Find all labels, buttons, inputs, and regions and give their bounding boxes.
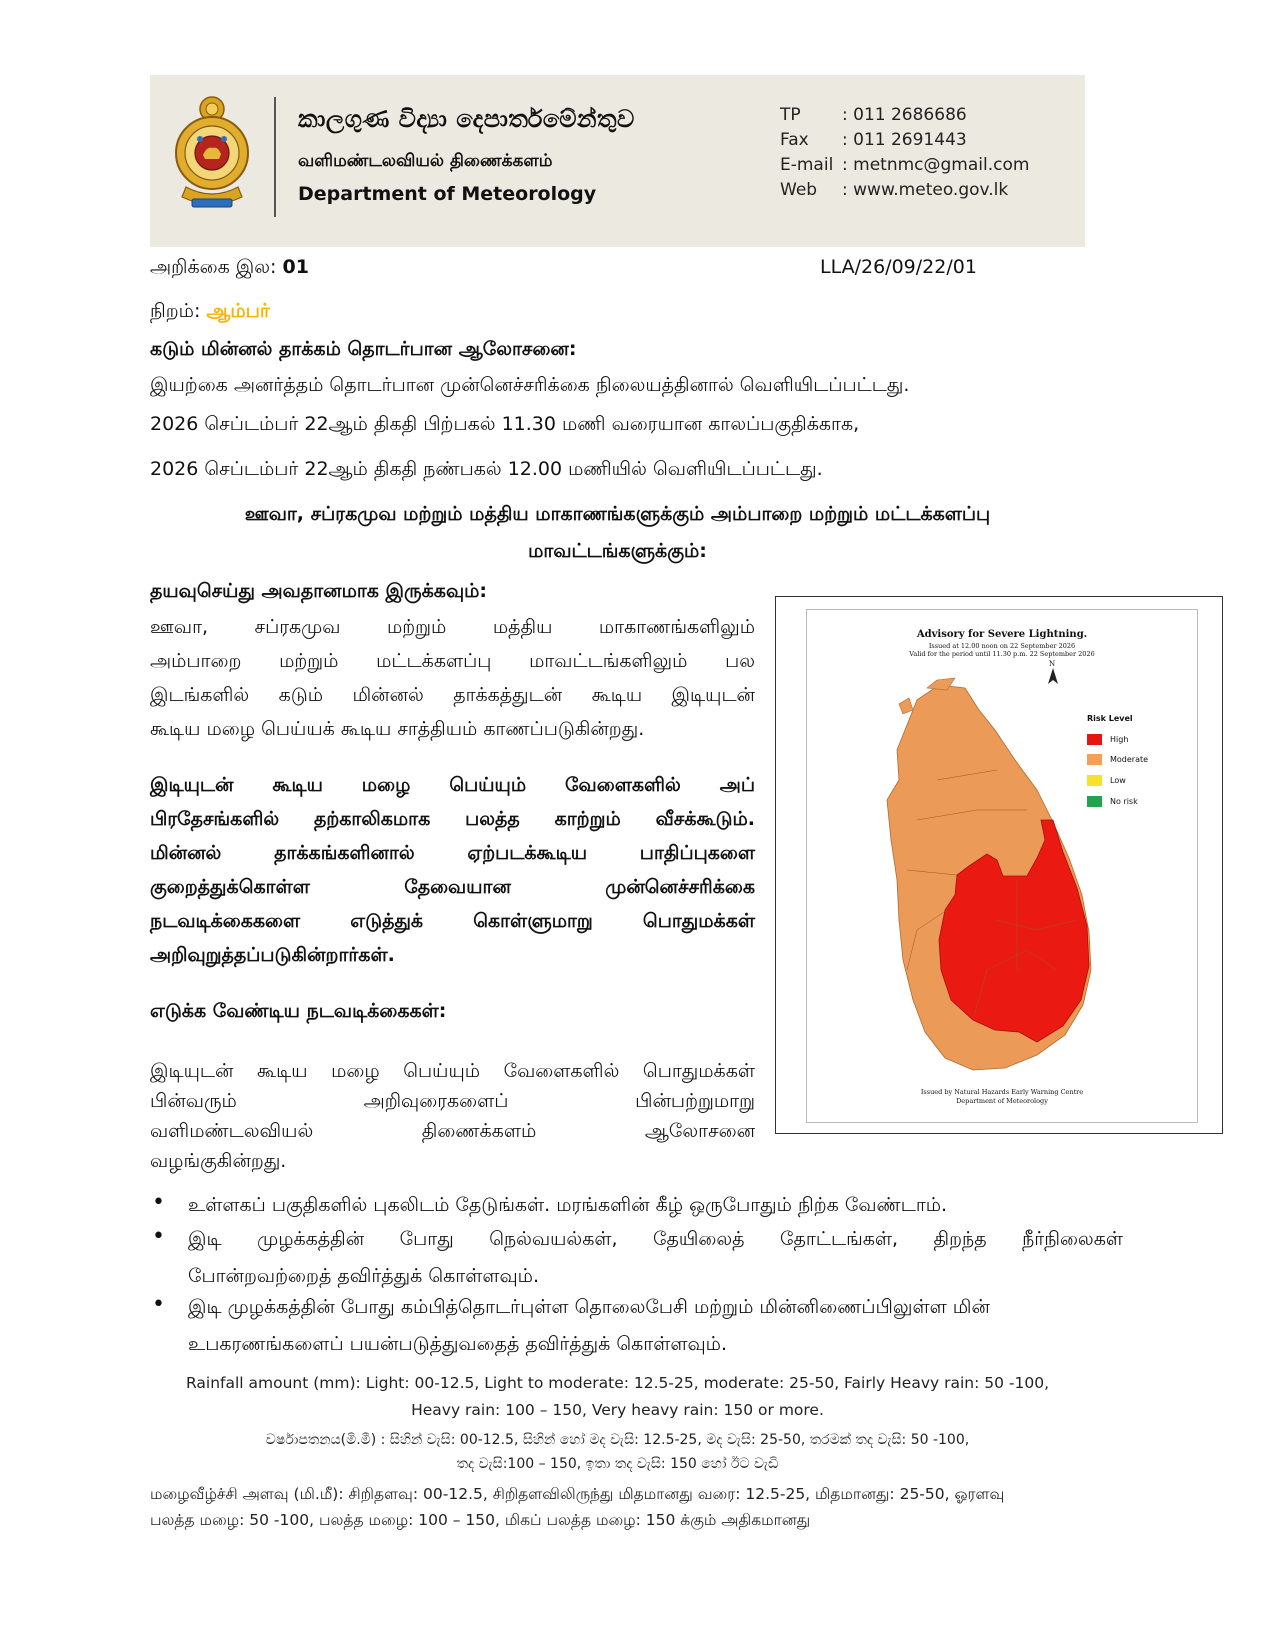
contact-phone xyxy=(780,105,1080,125)
para1-line: இடங்களில் கடும் மின்னல் தாக்கத்துடன் கூடிய இடியுடன் xyxy=(150,684,755,706)
contact-label: TP xyxy=(780,105,801,125)
legend-swatch xyxy=(1087,796,1102,807)
bullet-item xyxy=(188,1296,1123,1358)
map-title: Advisory for Severe Lightning. xyxy=(916,629,1088,640)
actions-heading: எடுக்க வேண்டிய நடவடிக்கைகள்: xyxy=(150,1000,447,1022)
moderate-risk-region xyxy=(899,698,913,714)
issued-by-line: இயற்கை அனர்த்தம் தொடர்பான முன்னெச்சரிக்கை நிலையத்தினால் வெளியிடப்பட்டது. xyxy=(150,374,910,396)
para1-line: அம்பாறை மற்றும் மட்டக்களப்பு மாவட்டங்களிலும் பல xyxy=(150,650,755,672)
north-label: N xyxy=(1049,660,1056,668)
map-subtitle: Valid for the period until 11.30 p.m. 22 September 2026 xyxy=(909,650,1095,658)
contact-fax xyxy=(780,130,1080,150)
rainfall-legend-sinhala: වර්ෂාපතනය(මි.මී) : සිහින් වැසි: 00-12.5, සිහින් හෝ මද වැසි: 12.5-25, මද වැසි: 25-50, තරමක් තද වැසි: 50 -100, xyxy=(265,1432,970,1448)
regions-line-1: ஊவா, சப்ரகமுவ மற்றும் மத்திய மாகாணங்களுக்கும் அம்பாறை மற்றும் மட்டக்களப்பு xyxy=(244,503,991,525)
bullet-icon: • xyxy=(152,1224,165,1249)
map-subtitle: Issued at 12.00 noon on 22 September 2026 xyxy=(928,642,1076,650)
sri-lanka-emblem-icon xyxy=(172,95,252,213)
alert-color-label: நிறம்: xyxy=(150,300,201,322)
para2-line: நடவடிக்கைகளை எடுத்துக் கொள்ளுமாறு பொதுமக்கள் xyxy=(150,910,755,932)
notice-number-label: அறிக்கை இல: xyxy=(150,256,277,278)
bullet-line: இடி முழக்கத்தின் போது கம்பித்தொடர்புள்ள தொலைபேசி மற்றும் மின்னிணைப்பிலுள்ள மின் xyxy=(188,1296,990,1318)
bullet-line: போன்றவற்றைத் தவிர்த்துக் கொள்ளவும். xyxy=(188,1265,539,1287)
legend-label: High xyxy=(1110,735,1129,744)
alert-color-value: ஆம்பர் xyxy=(206,300,270,322)
para1-line: ஊவா, சப்ரகமுவ மற்றும் மத்திய மாகாணங்களிலும் xyxy=(150,616,755,638)
contact-value: : 011 2691443 xyxy=(842,130,967,150)
para3-line: பின்வரும் அறிவுரைகளைப் பின்பற்றுமாறு xyxy=(150,1090,755,1112)
legend-item-no-risk xyxy=(1087,796,1138,807)
rainfall-legend-sinhala: තද වැසි:100 – 150, ඉතා තද වැසි: 150 හෝ ඊට වැඩි xyxy=(456,1456,779,1472)
contact-label: Fax xyxy=(780,130,809,150)
contact-value[interactable]: : metnmc@gmail.com xyxy=(842,155,1030,175)
legend-label: No risk xyxy=(1110,797,1138,806)
para3-line: வழங்குகின்றது. xyxy=(150,1150,287,1172)
advisory-map xyxy=(775,596,1223,1134)
para3-line: வளிமண்டலவியல் திணைக்களம் ஆலோசனை xyxy=(150,1120,755,1142)
advisory-heading: கடும் மின்னல் தாக்கம் தொடர்பான ஆலோசனை: xyxy=(150,338,577,360)
contact-value[interactable]: : www.meteo.gov.lk xyxy=(842,180,1009,200)
legend-label: Moderate xyxy=(1110,755,1149,764)
legend-label: Low xyxy=(1110,776,1126,785)
bullet-icon: • xyxy=(152,1190,165,1215)
para2-line: இடியுடன் கூடிய மழை பெய்யும் வேளைகளில் அப் xyxy=(150,774,755,796)
legend-item-low xyxy=(1087,775,1126,786)
para2-line: அறிவுறுத்தப்படுகின்றார்கள். xyxy=(150,944,395,966)
contact-label: E-mail xyxy=(780,155,834,175)
department-name-english: Department of Meteorology xyxy=(298,183,597,205)
alert-color xyxy=(150,300,270,325)
bullet-item xyxy=(188,1228,1123,1290)
issued-at-line: 2026 செப்டம்பர் 22ஆம் திகதி நண்பகல் 12.00 மணியில் வெளியிடப்பட்டது. xyxy=(150,458,823,480)
contact-email xyxy=(780,155,1080,175)
map-frame xyxy=(806,609,1198,1123)
map-footer: Department of Meteorology xyxy=(956,1097,1048,1105)
legend-item-high xyxy=(1087,734,1128,745)
notice-number xyxy=(150,256,309,281)
rainfall-legend-english: Rainfall amount (mm): Light: 00-12.5, Light to moderate: 12.5-25, moderate: 25-50, Fairly Heavy rain: 50 -100, xyxy=(185,1374,1050,1392)
para3-line: இடியுடன் கூடிய மழை பெய்யும் வேளைகளில் பொதுமக்கள் xyxy=(150,1060,755,1082)
valid-until-line: 2026 செப்டம்பர் 22ஆம் திகதி பிற்பகல் 11.30 மணி வரையான காலப்பகுதிக்காக, xyxy=(150,413,860,435)
map-footer: Issued by Natural Hazards Early Warning Centre xyxy=(920,1088,1084,1096)
contact-label: Web xyxy=(780,180,818,200)
legend-swatch xyxy=(1087,775,1102,786)
para1-line: கூடிய மழை பெய்யக் கூடிய சாத்தியம் காணப்படுகின்றது. xyxy=(150,718,645,740)
rainfall-legend-english: Heavy rain: 100 – 150, Very heavy rain: 150 or more. xyxy=(411,1401,824,1419)
bullet-line: இடி முழக்கத்தின் போது நெல்வயல்கள், தேயிலைத் தோட்டங்கள், திறந்த நீர்நிலைகள் xyxy=(188,1228,1123,1250)
notice-number-value: 01 xyxy=(282,256,309,278)
rainfall-legend-tamil: மழைவீழ்ச்சி அளவு (மி.மீ): சிறிதளவு: 00-12.5, சிறிதளவிலிருந்து மிதமானது வரை: 12.5-25, மிதமானது: 25-50, ஓரளவு xyxy=(150,1485,1005,1503)
legend-swatch xyxy=(1087,734,1102,745)
contact-web xyxy=(780,180,1080,200)
regions-line-2: மாவட்டங்களுக்கும்: xyxy=(528,540,707,562)
legend-swatch xyxy=(1087,754,1102,765)
header-divider xyxy=(274,97,276,217)
para2-line: பிரதேசங்களில் தற்காலிகமாக பலத்த காற்றும் வீசக்கூடும். xyxy=(150,808,755,830)
legend-title: Risk Level xyxy=(1087,714,1133,723)
bullet-line: உள்ளகப் பகுதிகளில் புகலிடம் தேடுங்கள். மரங்களின் கீழ் ஒருபோதும் நிற்க வேண்டாம். xyxy=(188,1194,948,1216)
legend-item-moderate xyxy=(1087,754,1148,765)
reference-number: LLA/26/09/22/01 xyxy=(820,256,977,278)
department-name-tamil: வளிமண்டலவியல் திணைக்களம் xyxy=(298,151,553,171)
bullet-icon: • xyxy=(152,1292,165,1317)
para2-line: குறைத்துக்கொள்ள தேவையான முன்னெச்சரிக்கை xyxy=(150,876,755,898)
sri-lanka-risk-map xyxy=(877,670,1117,1090)
attention-heading: தயவுசெய்து அவதானமாக இருக்கவும்: xyxy=(150,580,488,602)
bullet-line: உபகரணங்களைப் பயன்படுத்துவதைத் தவிர்த்துக் கொள்ளவும். xyxy=(188,1333,728,1355)
rainfall-legend-tamil: பலத்த மழை: 50 -100, பலத்த மழை: 100 – 150, மிகப் பலத்த மழை: 150 க்கும் அதிகமானது xyxy=(150,1511,811,1529)
bullet-item xyxy=(188,1194,1123,1219)
department-name-sinhala: කාලගුණ විද්‍යා දෙපාර්තමේන්තුව xyxy=(298,105,635,133)
contact-value: : 011 2686686 xyxy=(842,105,967,125)
para2-line: மின்னல் தாக்கங்களினால் ஏற்படக்கூடிய பாதிப்புகளை xyxy=(150,842,755,864)
letterhead xyxy=(150,75,1085,247)
